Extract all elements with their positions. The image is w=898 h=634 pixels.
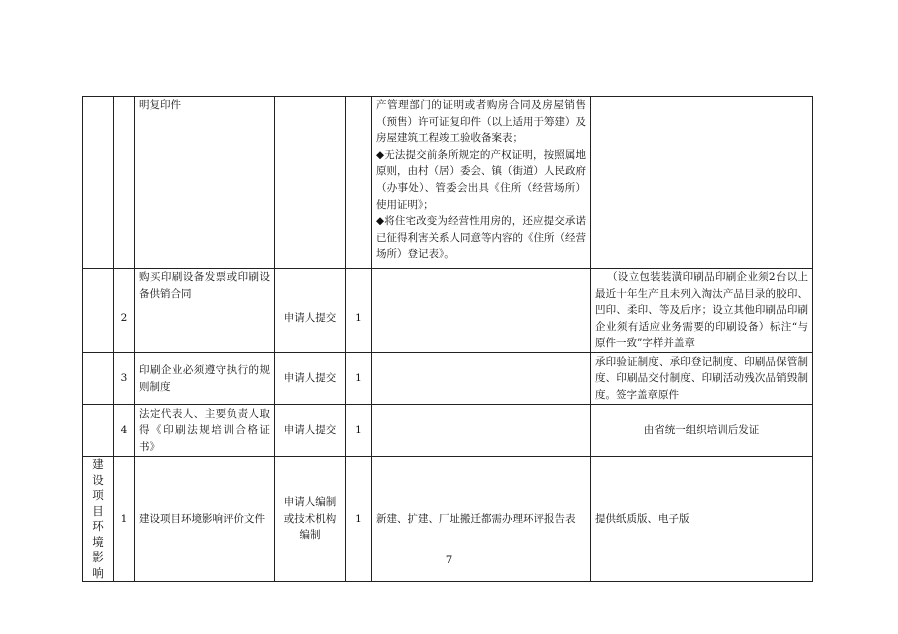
material-name-cell: 购买印刷设备发票或印刷设备供销合同 [135,269,275,353]
material-name-cell: 印刷企业必须遵守执行的规则制度 [135,353,275,405]
source-cell: 申请人提交 [275,353,346,405]
page-number: 7 [445,555,453,566]
serial-number-cell: 1 [114,457,135,582]
serial-number-cell: 2 [114,269,135,353]
count-cell: 1 [346,353,372,405]
count-cell [346,97,372,269]
note-paragraph: 新建、扩建、厂址搬迁都需办理环评报告表 [376,512,576,525]
source-cell: 申请人编制或技术机构编制 [275,457,346,582]
category-cell [83,269,114,353]
source-cell: 申请人提交 [275,269,346,353]
table-row [83,405,813,457]
remark-cell: 承印验证制度、承印登记制度、印刷品保管制度、印刷品交付制度、印刷活动残次品销毁制度。签字盖章原件 [591,353,813,405]
notes-cell [372,269,591,353]
category-cell [83,405,114,457]
category-cell: 建设项目环境影响 [83,457,114,582]
materials-table [82,96,813,582]
serial-number-cell [114,97,135,269]
source-cell: 申请人提交 [275,405,346,457]
source-cell [275,97,346,269]
note-paragraph: 产管理部门的证明或者购房合同及房屋销售（预售）许可证复印件（以上适用于筹建）及房屋建筑工程竣工验收备案表； [376,99,586,145]
table-row [83,353,813,405]
notes-cell [372,353,591,405]
note-paragraph: ◆将住宅改变为经营性用房的，还应提交承诺已征得利害关系人同意等内容的《住所（经营场所）登记表》。 [376,215,586,261]
category-cell [83,353,114,405]
notes-cell [372,405,591,457]
notes-cell [372,97,591,269]
table-row [83,97,813,269]
table-row [83,269,813,353]
serial-number-cell: 4 [114,405,135,457]
note-paragraph: ◆无法提交前条所规定的产权证明，按照属地原则，由村（居）委会、镇（街道）人民政府（办事处）、管委会出具《住所（经营场所）使用证明》； [376,148,586,211]
remark-cell [591,97,813,269]
material-name-cell: 明复印件 [135,97,275,269]
material-name-cell: 建设项目环境影响评价文件 [135,457,275,582]
count-cell: 1 [346,405,372,457]
serial-number-cell: 3 [114,353,135,405]
remark-cell: 提供纸质版、电子版 [591,457,813,582]
remark-cell: 由省统一组织培训后发证 [591,405,813,457]
remark-cell: （设立包装装潢印刷品印刷企业须2台以上最近十年生产且未列入淘汰产品目录的胶印、凹印、柔印、等及后序；设立其他印刷品印刷企业须有适应业务需要的印刷设备）标注“与原件一致”字样并盖章 [591,269,813,353]
count-cell: 1 [346,269,372,353]
category-cell [83,97,114,269]
count-cell: 1 [346,457,372,582]
material-name-cell: 法定代表人、主要负责人取得《印刷法规培训合格证书》 [135,405,275,457]
